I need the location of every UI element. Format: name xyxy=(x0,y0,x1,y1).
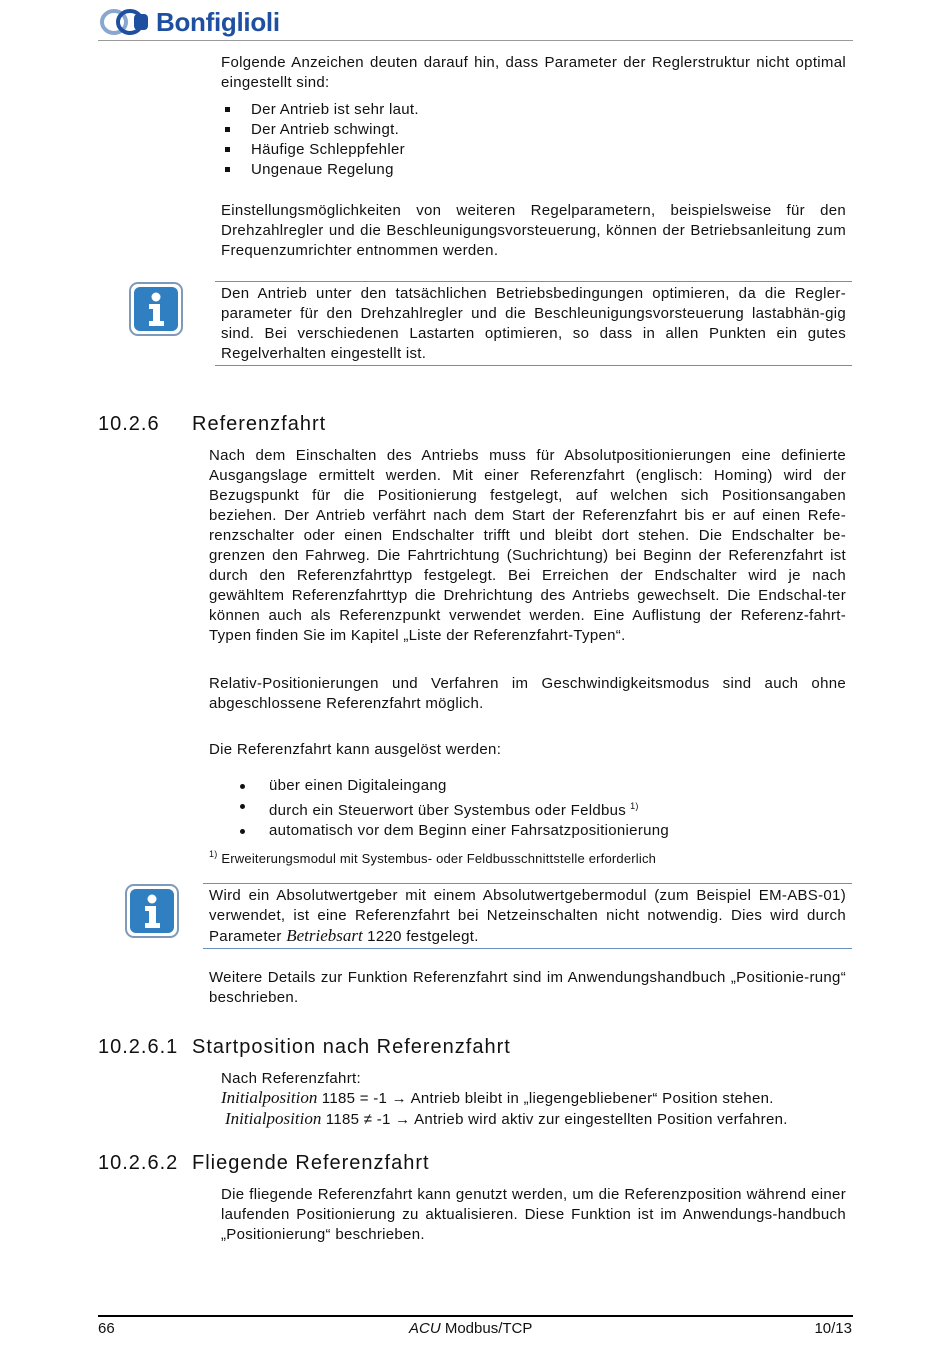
section-paragraph: Relativ-Positionierungen und Verfahren im Geschwindigkeitsmodus sind auch ohne abgeschlossene Referenzfahrt möglich. xyxy=(209,675,846,712)
parameter-name: Initialposition xyxy=(221,1088,318,1107)
info-note xyxy=(215,281,852,366)
subsection-number: 10.2.6.1 xyxy=(98,1036,179,1058)
subsection-heading xyxy=(98,1035,511,1059)
initialposition-line: Initialposition 1185 ≠ -1 → Antrieb wird aktiv zur eingestellten Position verfahren. xyxy=(225,1109,788,1128)
list-item: automatisch vor dem Beginn einer Fahrsatzpositionierung xyxy=(209,821,829,841)
subsection-intro: Nach Referenzfahrt: xyxy=(221,1070,361,1087)
subsection-number: 10.2.6.2 xyxy=(98,1152,179,1174)
list-item: Der Antrieb ist sehr laut. xyxy=(221,100,821,120)
footer-rule xyxy=(98,1315,853,1317)
subsection-title: Startposition nach Referenzfahrt xyxy=(192,1036,511,1058)
settings-text: Einstellungsmöglichkeiten von weiteren Regelparametern, beispielsweise für den Drehzahlregler und die Beschleunigungsvorsteuerung, können der Betriebsanleitung zum Frequenzumrichter entnommen werden. xyxy=(221,202,846,259)
page-number: 66 xyxy=(98,1320,115,1337)
footnote-mark: 1) xyxy=(209,849,218,859)
intro-text: Folgende Anzeichen deuten darauf hin, dass Parameter der Reglerstruktur nicht optimal eingestellt sind: xyxy=(221,54,846,91)
list-item: über einen Digitaleingang xyxy=(209,776,829,796)
list-item: Der Antrieb schwingt. xyxy=(221,120,821,140)
initialposition-line: Initialposition 1185 = -1 → Antrieb bleibt in „liegengebliebener“ Position stehen. xyxy=(221,1088,774,1107)
section-paragraph: Nach dem Einschalten des Antriebs muss für Absolutpositionierungen eine definierte Ausgangslage ermittelt werden. Mit einer Referenzfahrt (englisch: Homing) wird der Bezugspunkt für die Positionierung festgelegt, auf welchen sich Positionsangaben beziehen. Der Antrieb verfährt nach dem Start der Referenzfahrt bis er auf einen Refe-renzschalter oder einen Endschalter trifft und bleibt dort stehen. Die Endschalter be-grenzen den Fahrweg. Die Fahrtrichtung (Suchrichtung) bei Beginn der Referenzfahrt ist durch den Referenzfahrttyp festgelegt. Bei Erreichen der Endschalter wird je nach gewähltem Referenzfahrttyp die Drehrichtung des Antriebs gewechselt. Die Endschal-ter können auch als Referenzpunkt verwendet werden. Eine Auflistung der Referenz-fahrt-Typen finden Sie im Kapitel „Liste der Referenzfahrt-Typen“. xyxy=(209,447,846,644)
document-title: ACU Modbus/TCP xyxy=(409,1320,533,1337)
trigger-bullet-list xyxy=(209,776,829,841)
section-title: Referenzfahrt xyxy=(192,413,327,435)
brand-logo xyxy=(100,6,280,38)
parameter-name: Initialposition xyxy=(225,1109,322,1128)
footnote-text: Erweiterungsmodul mit Systembus- oder Feldbusschnittstelle erforderlich xyxy=(221,851,657,866)
subsection-heading xyxy=(98,1151,430,1175)
footnote-ref: 1) xyxy=(630,801,639,811)
note-text: Wird ein Absolutwertgeber mit einem Absolutwertgebermodul (zum Beispiel EM-ABS-01) verwendet, ist eine Referenzfahrt bei Netzeinschalten nicht notwendig. Dies wird durch Parameter Betriebsart 1220 festgelegt. xyxy=(209,887,846,945)
list-item: Häufige Schleppfehler xyxy=(221,140,821,160)
info-icon xyxy=(125,884,179,938)
brand-name: Bonfiglioli xyxy=(156,6,280,37)
footnote xyxy=(209,845,849,868)
intro-bullet-list xyxy=(221,100,821,180)
info-icon xyxy=(129,282,183,336)
list-item: Ungenaue Regelung xyxy=(221,160,821,180)
header-rule xyxy=(98,40,853,41)
document-date: 10/13 xyxy=(814,1320,852,1337)
subsection-title: Fliegende Referenzfahrt xyxy=(192,1152,430,1174)
section-number: 10.2.6 xyxy=(98,413,160,435)
section-heading xyxy=(98,412,326,436)
parameter-name: Betriebsart xyxy=(286,926,363,945)
logo-mark-icon xyxy=(100,8,152,36)
more-details-text: Weitere Details zur Funktion Referenzfahrt sind im Anwendungshandbuch „Positionie-rung“ beschrieben. xyxy=(209,969,846,1006)
subsection-text: Die fliegende Referenzfahrt kann genutzt werden, um die Referenzposition während einer laufenden Positionierung zu aktualisieren. Diese Funktion ist im Anwendungs-handbuch „Positionierung“ beschrieben. xyxy=(221,1186,846,1243)
list-item: durch ein Steuerwort über Systembus oder Feldbus $^{1)}$ xyxy=(209,796,829,821)
info-note xyxy=(203,883,852,949)
note-text: Den Antrieb unter den tatsächlichen Betriebsbedingungen optimieren, da die Regler-parameter für den Drehzahlregler und die Beschleunigungsvorsteuerung lastabhän-gig sind. Bei verschiedenen Lastarten optimieren, so dass in allen Punkten ein gutes Regelverhalten eingestellt ist. xyxy=(221,285,846,362)
section-paragraph: Die Referenzfahrt kann ausgelöst werden: xyxy=(209,741,502,758)
